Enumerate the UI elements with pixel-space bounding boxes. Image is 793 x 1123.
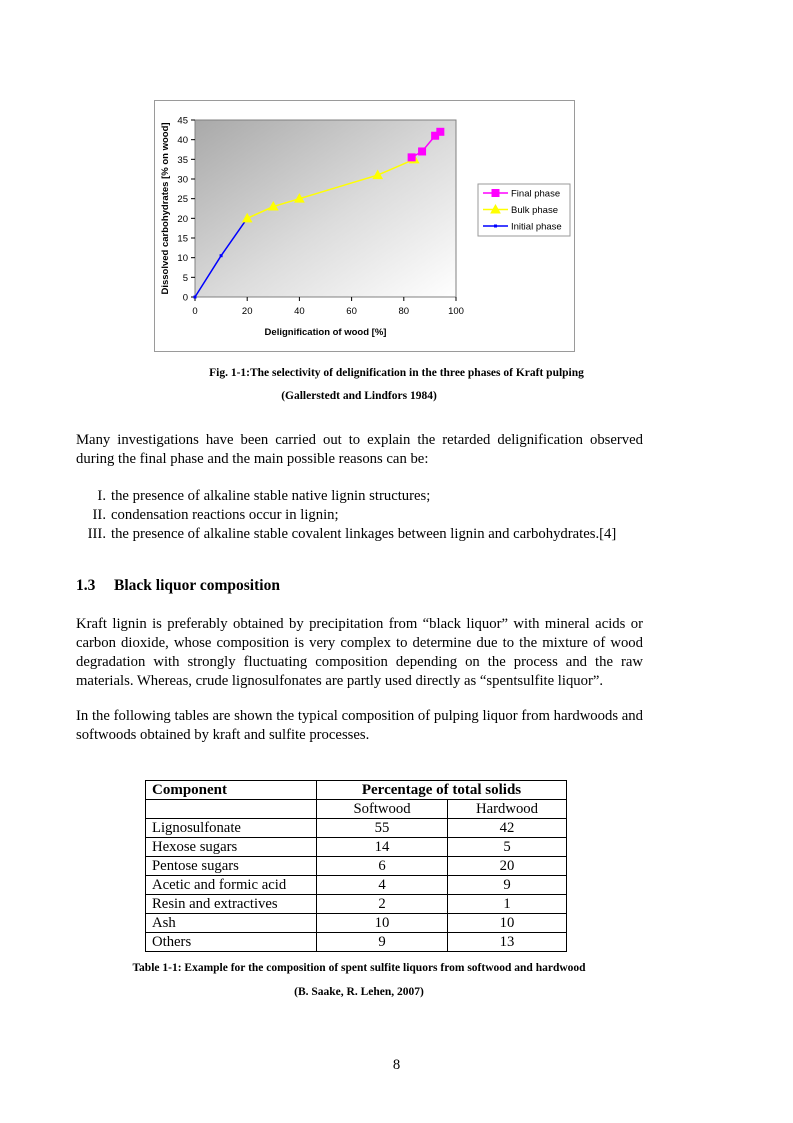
data-point — [408, 154, 415, 161]
cell-hardwood: 1 — [448, 895, 567, 914]
y-tick-label: 25 — [177, 194, 188, 206]
plot-area — [195, 120, 456, 297]
data-point — [437, 128, 444, 135]
list-number: II. — [92, 507, 106, 523]
y-tick-label: 30 — [177, 174, 188, 186]
list-item — [76, 525, 643, 544]
table-source: (B. Saake, R. Lehen, 2007) — [294, 986, 424, 998]
legend-label: Final phase — [511, 188, 561, 200]
cell-component: Pentose sugars — [146, 857, 317, 876]
table-row — [146, 895, 567, 914]
list-text: condensation reactions occur in lignin; — [111, 507, 339, 523]
y-tick-label: 45 — [177, 115, 188, 127]
table-row — [146, 819, 567, 838]
cell-component: Acetic and formic acid — [146, 876, 317, 895]
header-percentage: Percentage of total solids — [317, 781, 567, 800]
table-header-row — [146, 781, 567, 800]
legend-label: Bulk phase — [511, 205, 559, 216]
cell-component: Lignosulfonate — [146, 819, 317, 838]
cell-component: Hexose sugars — [146, 838, 317, 857]
x-axis — [192, 297, 464, 317]
page-number: 8 — [392, 1057, 401, 1073]
paragraph-retarded-delignification: Many investigations have been carried out to explain the retarded delignification observed during the final phase and the main possible reasons can be: — [76, 432, 643, 467]
cell-hardwood: 5 — [448, 838, 567, 857]
y-tick-label: 10 — [177, 253, 188, 265]
y-tick-label: 20 — [177, 213, 188, 225]
y-axis — [177, 116, 195, 304]
legend-label: Initial phase — [511, 221, 562, 233]
empty-cell — [146, 800, 317, 819]
y-tick-label: 5 — [182, 272, 188, 284]
list-text: the presence of alkaline stable native lignin structures; — [111, 488, 431, 504]
chart-frame — [154, 100, 575, 352]
cell-hardwood: 42 — [448, 819, 567, 838]
cell-hardwood: 13 — [448, 933, 567, 952]
data-point — [194, 296, 197, 299]
list-item — [76, 506, 643, 525]
cell-softwood: 4 — [317, 876, 448, 895]
data-point — [419, 148, 426, 155]
y-tick-label: 35 — [177, 154, 188, 166]
table-caption: Table 1-1: Example for the composition of spent sulfite liquors from softwood and hardwood — [132, 962, 586, 974]
y-axis-label: Dissolved carbohydrates [% on wood] — [160, 122, 171, 295]
paragraph-following-tables: In the following tables are shown the typical composition of pulping liquor from hardwoods and softwoods obtained by kraft and sulfite processes. — [76, 708, 643, 743]
chart-legend — [478, 184, 570, 236]
figure-caption: Fig. 1-1:The selectivity of delignification in the three phases of Kraft pulping — [209, 367, 584, 379]
x-tick-label: 40 — [294, 306, 305, 317]
table-row — [146, 914, 567, 933]
list-text: the presence of alkaline stable covalent linkages between lignin and carbohydrates.[4] — [111, 526, 617, 542]
figure-source: (Gallerstedt and Lindfors 1984) — [281, 390, 437, 402]
table-row — [146, 933, 567, 952]
cell-component: Resin and extractives — [146, 895, 317, 914]
paragraph-kraft-lignin: Kraft lignin is preferably obtained by precipitation from “black liquor” with mineral acids or carbon dioxide, whose composition is very complex to determine due to the mixture of wood degradation with strongly fluctuating composition depending on the process and the raw materials. Whereas, crude lignosulfonates are partly used directly as “spentsulfite liquor”. — [76, 616, 643, 689]
data-point — [492, 190, 499, 197]
y-tick-label: 40 — [177, 135, 188, 147]
x-axis-label: Delignification of wood [%] — [264, 327, 387, 338]
header-hardwood: Hardwood — [448, 800, 567, 819]
y-tick-label: 15 — [177, 233, 188, 245]
cell-softwood: 6 — [317, 857, 448, 876]
table-row — [146, 838, 567, 857]
header-softwood: Softwood — [317, 800, 448, 819]
section-heading — [76, 577, 280, 595]
list-item — [76, 487, 643, 506]
cell-hardwood: 10 — [448, 914, 567, 933]
cell-component: Ash — [146, 914, 317, 933]
table-row — [146, 876, 567, 895]
cell-hardwood: 20 — [448, 857, 567, 876]
cell-softwood: 10 — [317, 914, 448, 933]
cell-softwood: 2 — [317, 895, 448, 914]
x-tick-label: 60 — [346, 306, 357, 317]
cell-softwood: 14 — [317, 838, 448, 857]
list-number: I. — [97, 488, 106, 504]
section-number: 1.3 — [76, 577, 96, 594]
data-point — [220, 254, 223, 257]
data-point — [494, 225, 497, 228]
delignification-chart — [155, 101, 576, 353]
y-tick-label: 0 — [182, 292, 188, 304]
x-tick-label: 20 — [241, 306, 253, 317]
header-component: Component — [146, 781, 317, 800]
list-number: III. — [87, 526, 106, 542]
composition-table — [145, 780, 567, 952]
cell-hardwood: 9 — [448, 876, 567, 895]
cell-softwood: 9 — [317, 933, 448, 952]
table-subheader-row — [146, 800, 567, 819]
cell-softwood: 55 — [317, 819, 448, 838]
x-tick-label: 0 — [192, 306, 198, 317]
section-title: Black liquor composition — [114, 577, 280, 594]
cell-component: Others — [146, 933, 317, 952]
table-row — [146, 857, 567, 876]
x-tick-label: 100 — [448, 306, 464, 317]
reasons-list — [76, 487, 643, 544]
x-tick-label: 80 — [398, 306, 410, 317]
